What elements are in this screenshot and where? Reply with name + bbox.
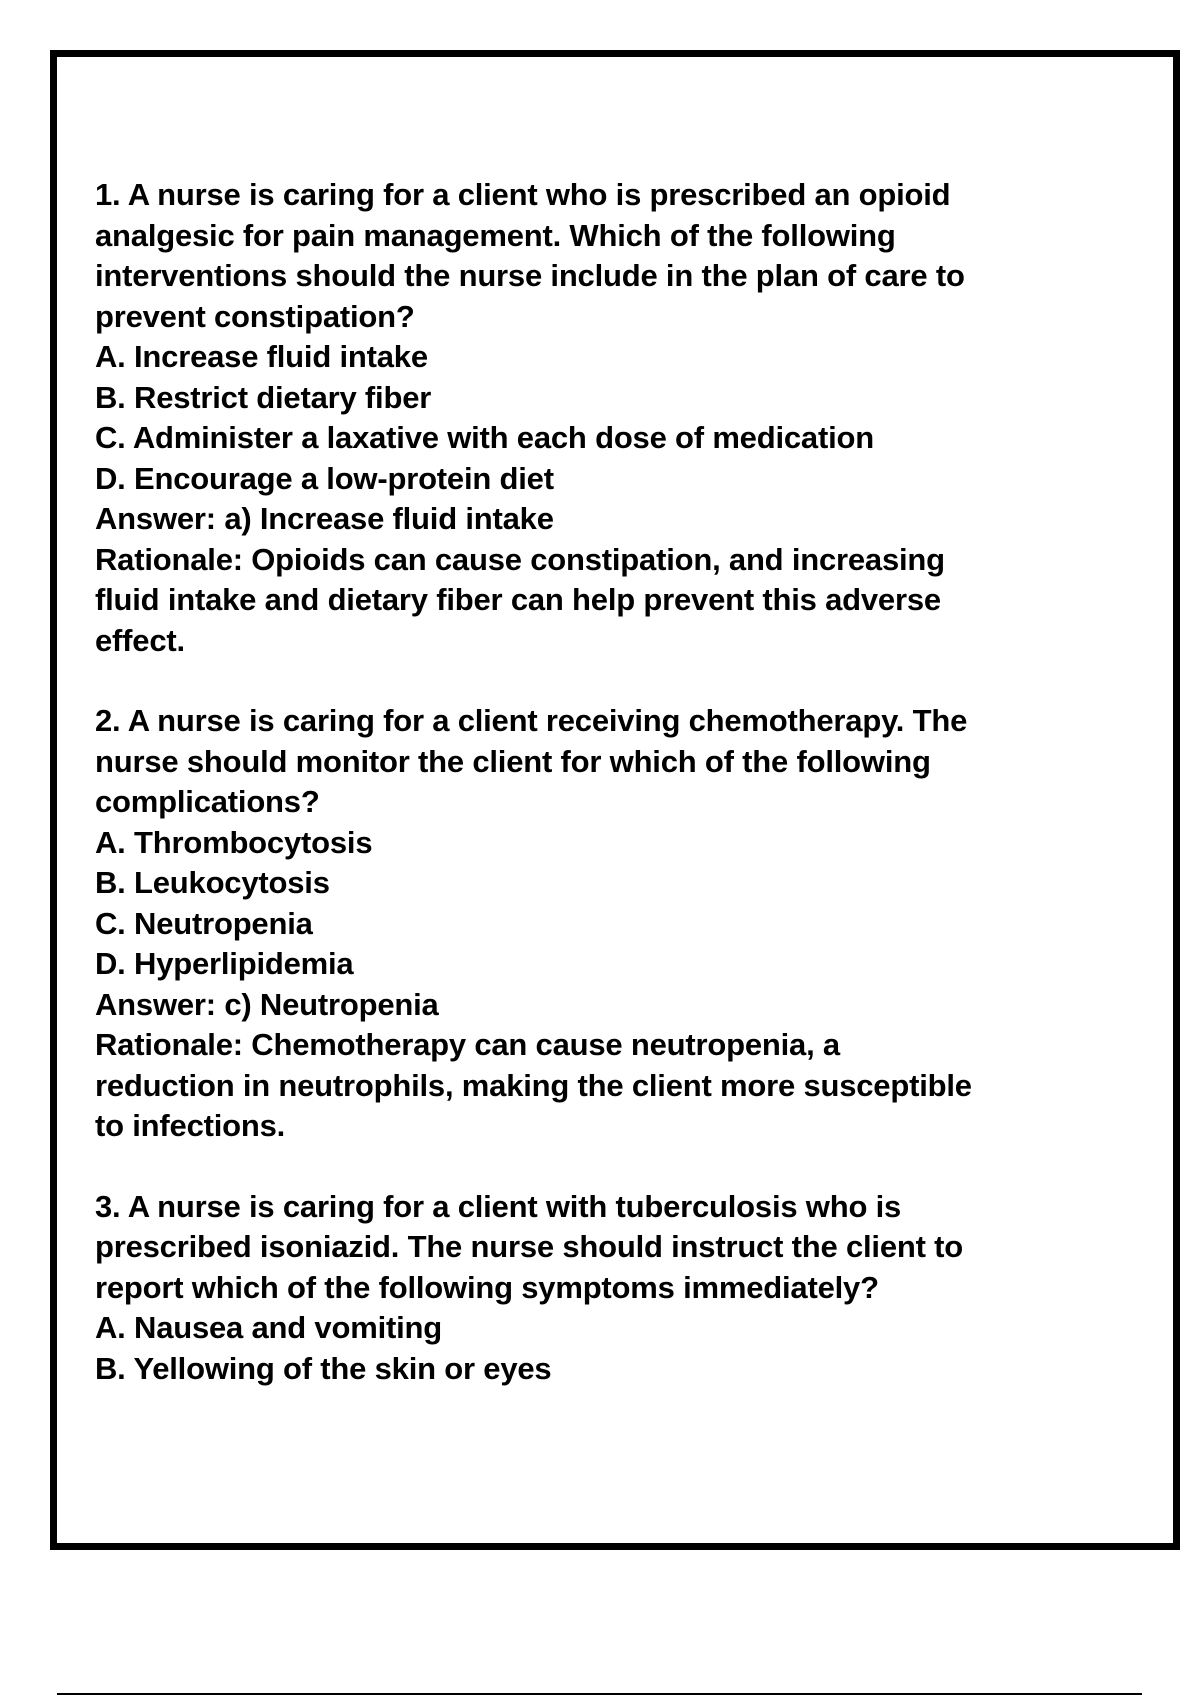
question-content <box>95 175 1085 1429</box>
question-2-stem-line: complications? <box>95 784 320 819</box>
question-2-rationale-line: to infections. <box>95 1108 286 1143</box>
question-1-rationale-line: effect. <box>95 622 185 658</box>
question-1-stem-line: interventions should the nurse include in the plan of care to <box>95 258 965 293</box>
question-1-stem-line: prevent constipation? <box>95 298 415 334</box>
question-1-option-d: D. Encourage a low-protein diet <box>95 460 554 496</box>
question-3-option-a: A. Nausea and vomiting <box>95 1310 442 1345</box>
question-1-option-b: B. Restrict dietary fiber <box>95 379 432 415</box>
question-3-stem-line: report which of the following symptoms immediately? <box>95 1269 879 1305</box>
question-1-answer: Answer: a) Increase fluid intake <box>95 501 554 536</box>
question-2-option-a: A. Thrombocytosis <box>95 824 373 860</box>
question-2-stem-line: 2. A nurse is caring for a client receiving chemotherapy. The <box>95 703 968 738</box>
question-1-option-a: A. Increase fluid intake <box>95 339 428 374</box>
question-2-rationale-line: reduction in neutrophils, making the client more susceptible <box>95 1067 972 1103</box>
question-3-stem-line: 3. A nurse is caring for a client with tuberculosis who is <box>95 1188 902 1224</box>
bottom-rule <box>57 1693 1142 1695</box>
question-2-rationale-line: Rationale: Chemotherapy can cause neutropenia, a <box>95 1027 840 1062</box>
question-3-option-b: B. Yellowing of the skin or eyes <box>95 1350 552 1386</box>
question-3 <box>95 1187 1085 1390</box>
question-1-option-c: C. Administer a laxative with each dose of medication <box>95 420 874 455</box>
question-1-stem-line: analgesic for pain management. Which of the following <box>95 217 896 253</box>
question-3-stem-line: prescribed isoniazid. The nurse should instruct the client to <box>95 1229 963 1264</box>
question-2-answer: Answer: c) Neutropenia <box>95 986 439 1022</box>
question-2-option-b: B. Leukocytosis <box>95 865 330 900</box>
question-1 <box>95 175 1085 661</box>
question-2 <box>95 701 1085 1147</box>
question-2-option-c: C. Neutropenia <box>95 905 313 941</box>
question-1-rationale-line: fluid intake and dietary fiber can help prevent this adverse <box>95 582 941 617</box>
question-2-stem-line: nurse should monitor the client for which of the following <box>95 743 931 779</box>
question-1-stem-line: 1. A nurse is caring for a client who is prescribed an opioid <box>95 177 951 212</box>
question-1-rationale-line: Rationale: Opioids can cause constipation, and increasing <box>95 541 945 577</box>
question-2-option-d: D. Hyperlipidemia <box>95 946 354 981</box>
